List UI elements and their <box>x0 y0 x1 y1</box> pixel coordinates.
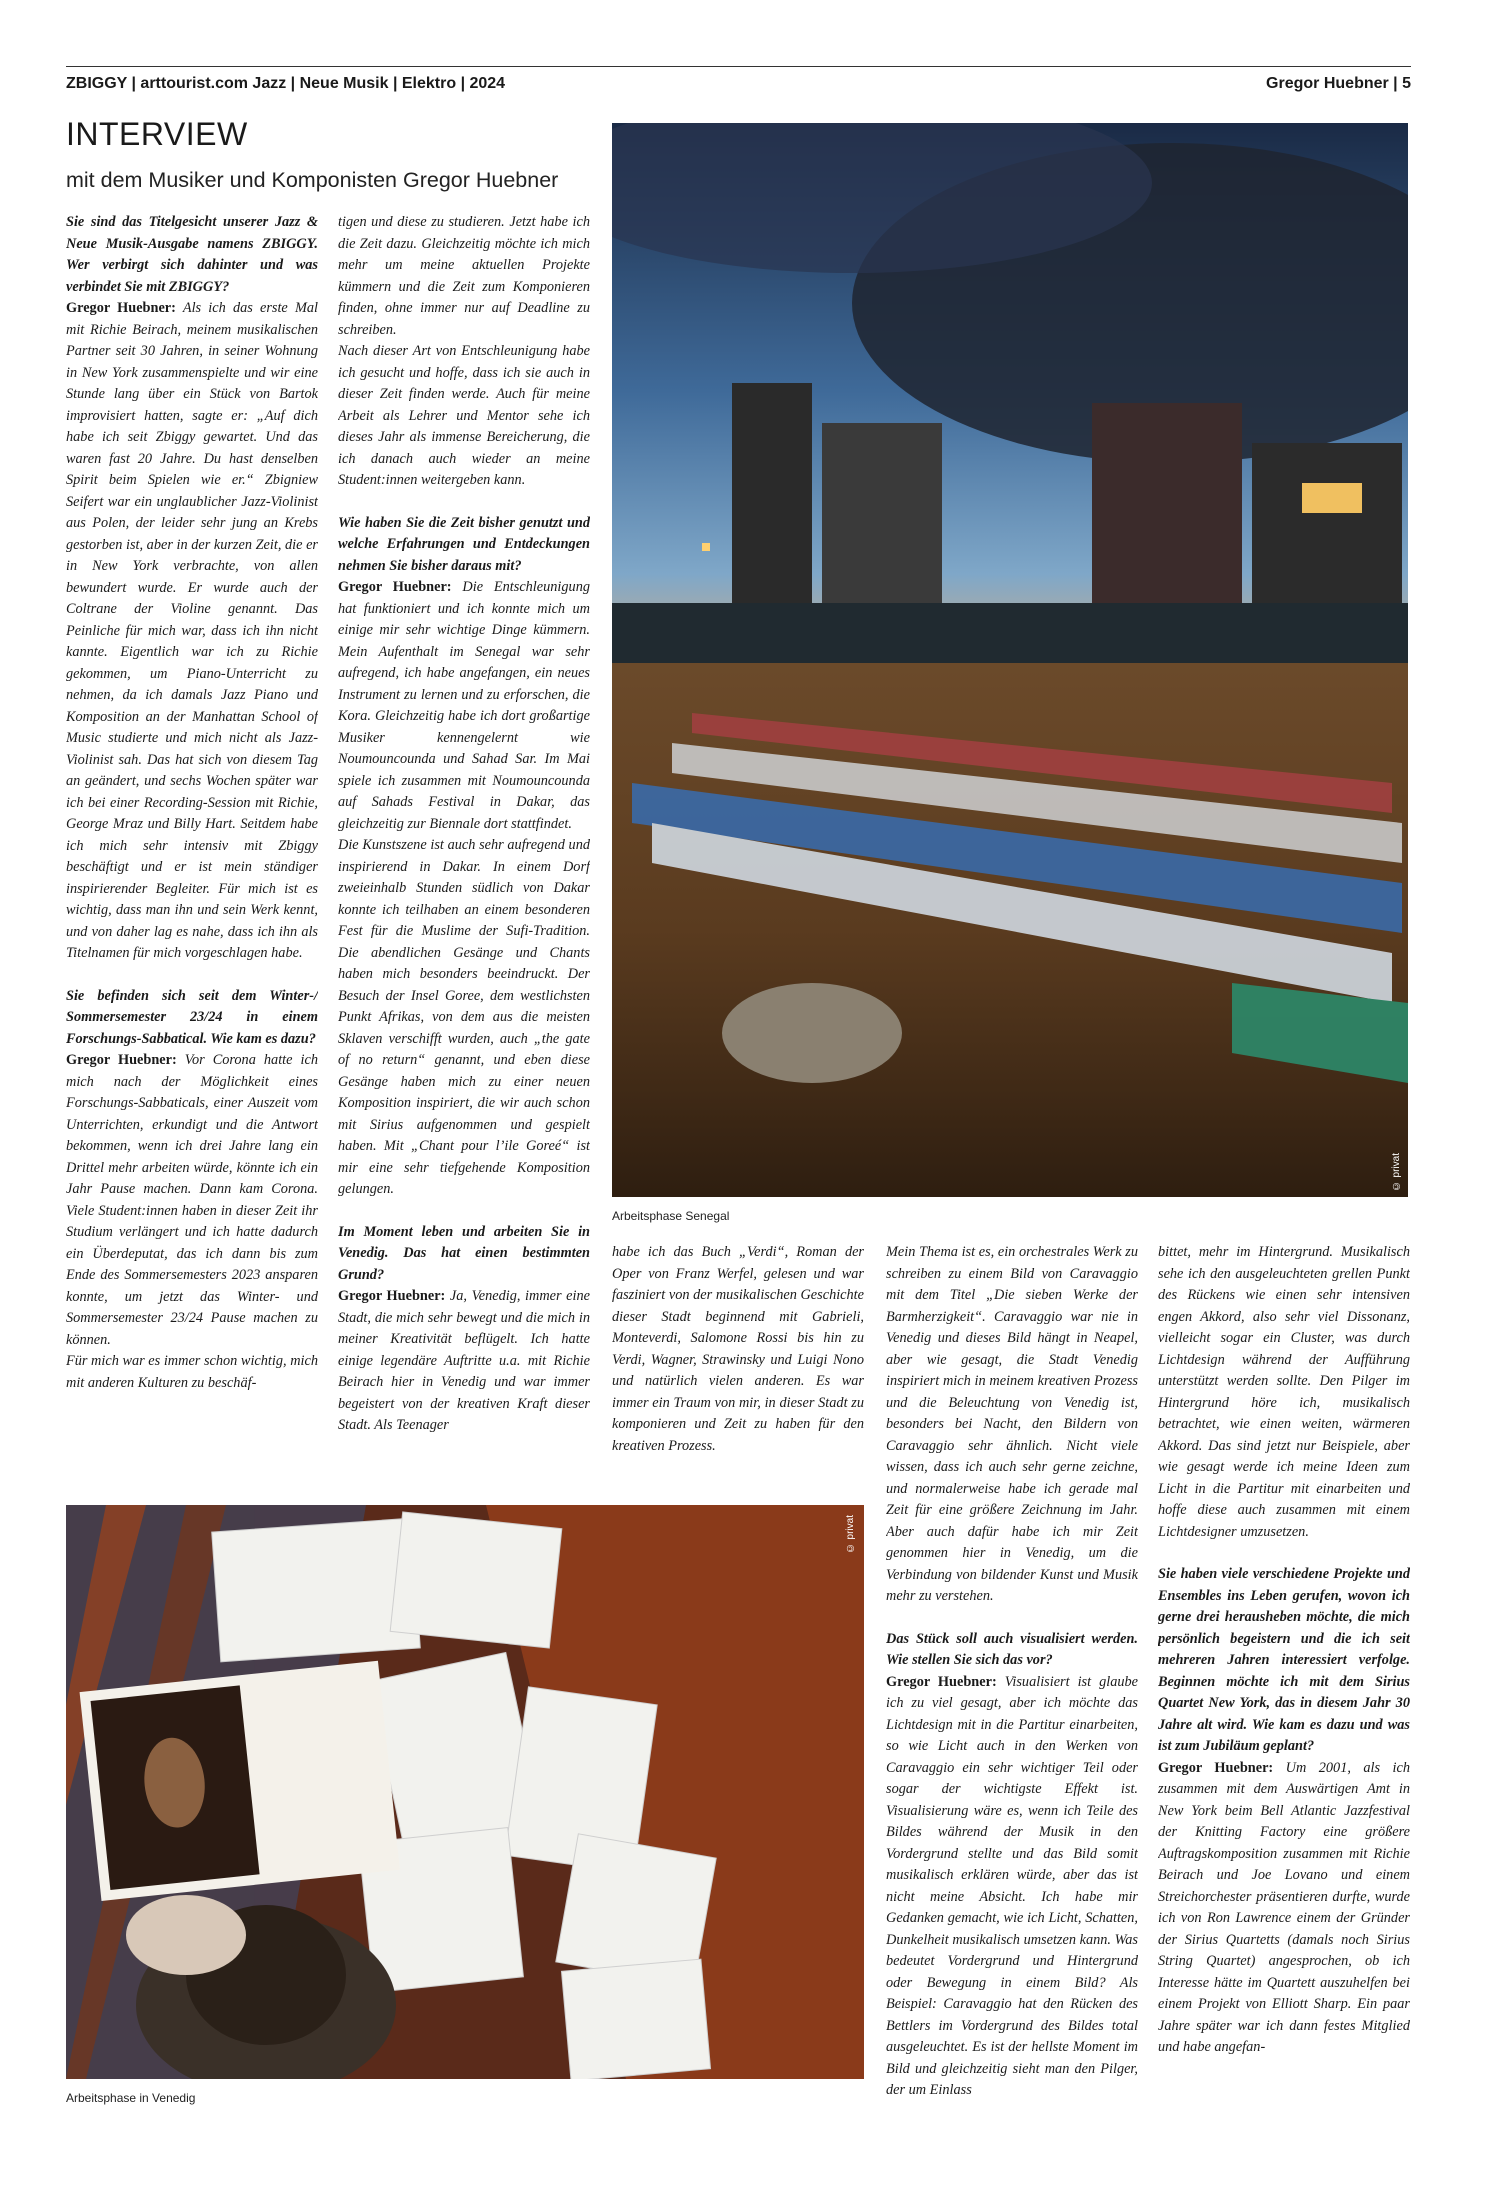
text-column-1 <box>66 212 318 1488</box>
answer-text: Mein Thema ist es, ein orchestrales Werk zu schreiben zu einem Bild von Caravaggio mit dem Titel „Die sieben Werke der Barmherzigkeit“. Caravaggio war nie in Venedig und dieses Bild hängt in Neapel, aber wie gesagt, die Stadt Venedig inspiriert mich in meinem kreativen Prozess und die Beleuchtung von Venedig ist, besonders bei Nacht, den Bildern von Caravaggio sehr ähnlich. Nicht viele wissen, dass ich auch sehr gerne zeichne, und normalerweise habe ich gerade mal Zeit für eine größere Zeichnung im Jahr. Aber auch dafür habe ich mir Zeit genommen hier in Venedig, um die Verbindung von bildender Kunst und Musik mehr zu verstehen. <box>886 1244 1138 1604</box>
answer-text: Um 2001, als ich zusammen mit dem Auswärtigen Amt in New York beim Bell Atlantic Jazzfestival der Knitting Factory eine größere Auftragskomposition zusammen mit Richie Beirach und Joe Lovano und einem Streichorchester präsentieren durfte, wurde ich von Ron Lawrence einem der Gründer der Sirius Quartetts (damals noch Sirius String Quartet) angesprochen, ob ich Interesse hätte im Quartett auszuhelfen bei einem Projekt von Elliott Sharp. Ein paar Jahre später war ich dann festes Mitglied und habe angefan- <box>1158 1759 1410 2055</box>
answer-text: Nach dieser Art von Entschleunigung habe ich gesucht und hoffe, dass ich sie auch in dieser Zeit finden werde. Auch für meine Arbeit als Lehrer und Mentor sehe ich dieses Jahr als immense Bereicherung, die ich danach auch wieder an meine Student:innen weitergeben kann. <box>338 343 590 488</box>
speaker-name: Gregor Huebner: <box>66 300 176 316</box>
venice-scores-floor-image <box>66 1505 864 2079</box>
question: Das Stück soll auch visualisiert werden. Wie stellen Sie sich das vor? <box>886 1630 1138 1668</box>
photo-credit: © privat <box>845 1515 856 1554</box>
answer <box>66 1050 318 1351</box>
caption-venedig: Arbeitsphase in Venedig <box>66 2091 196 2105</box>
photo-credit: © privat <box>1391 1152 1402 1191</box>
header-publication: ZBIGGY | arttourist.com Jazz | Neue Musik | Elektro | 2024 <box>66 75 506 92</box>
answer <box>886 1672 1138 2102</box>
caption-senegal: Arbeitsphase Senegal <box>612 1209 730 1223</box>
speaker-name: Gregor Huebner: <box>66 1052 177 1068</box>
text-column-3 <box>612 1242 864 1492</box>
answer-text: Vor Corona hatte ich mich nach der Möglichkeit eines Forschungs-Sabbaticals, einer Auszeit vom Unterrichten, erkundigt und die Antwort bekommen, wenn ich drei Jahre lang ein Drittel mehr arbeiten würde, könnte ich ein Jahr Pause machen. Dann kam Corona. Viele Student:innen haben in dieser Zeit ihr Studium verlängert und ich hatte dadurch ein Überdeputat, das ich dann bis zum Ende des Sommersemesters 2023 ansparen konnte, um jetzt das Winter- und Sommersemester 23/24 Pause machen zu können. <box>66 1052 318 1348</box>
answer-text: habe ich das Buch „Verdi“, Roman der Oper von Franz Werfel, gelesen und war fasziniert von der musikalischen Geschichte dieser Stadt beginnend mit Gabrieli, Monteverdi, Salomone Rossi bis hin zu Verdi, Wagner, Strawinsky und Luigi Nono und natürlich vielen anderen. Es war immer ein Traum von mir, in dieser Stadt zu komponieren und Zeit zu haben für den kreativen Prozess. <box>612 1244 864 1454</box>
answer-text: Die Entschleunigung hat funktioniert und ich konnte mich um einige mir sehr wichtige Dinge kümmern. Mein Aufenthalt im Senegal war sehr aufregend, ich habe angefangen, ein neues Instrument zu lernen und zu erforschen, die Kora. Gleichzeitig habe ich dort großartige Musiker kennengelernt wie Noumouncounda und Sahad Sar. Im Mai spiele ich zusammen mit Noumouncounda auf Sahads Festival in Dakar, das gleichzeitig zur Biennale dort stattfindet. <box>338 579 590 832</box>
answer-text: Für mich war es immer schon wichtig, mich mit anderen Kulturen zu beschäf- <box>66 1353 318 1391</box>
answer-text: bittet, mehr im Hintergrund. Musikalisch sehe ich den ausgeleuchteten grellen Punkt des Rückens wie einen sehr intensiven engen Akkord, also sehr viel Dissonanz, vielleicht sogar ein Cluster, was durch Lichtdesign während der Aufführung unterstützt werden sollte. Den Pilger im Hintergrund höre ich, musikalisch betrachtet, wie einen weiten, wärmeren Akkord. Das sind jetzt nur Beispiele, aber wie gesagt werde ich meine Ideen zum Licht in die Partitur mit einarbeiten und hoffe diese auch zusammen mit einem Lichtdesigner umzusetzen. <box>1158 1244 1410 1540</box>
answer <box>1158 1758 1410 2059</box>
text-column-5 <box>1158 1242 1410 2112</box>
answer-text: Als ich das erste Mal mit Richie Beirach, meinem musikalischen Partner seit 30 Jahren, in seiner Wohnung in New York zusammenspielte und wir eine Stunde lang über ein Stück von Bartok improvisiert hatten, sagte er: „Auf dich habe ich seit Zbiggy gewartet. Und das waren fast 20 Jahre. Du hast denselben Spirit beim Spielen wie er.“ Zbigniew Seifert war ein unglaublicher Jazz-Violinist aus Polen, der leider sehr jung an Krebs gestorben ist, aber in der kurzen Zeit, die er in New York verbrachte, von allen bewundert wurde. Er wurde auch der Coltrane der Violine genannt. Das Peinliche für mich war, dass ich ihn nicht kannte. Eigentlich war ich zu Richie gekommen, um Piano-Unterricht zu nehmen, da ich damals Jazz Piano und Komposition an der Manhattan School of Music studierte und mich nicht als Jazz-Violinist sah. Das hat sich von diesem Tag an geändert, und sechs Wochen später war ich bei einer Recording-Session mit Richie, George Mraz und Billy Hart. Seitdem habe ich mich sehr intensiv mit Zbiggy beschäftigt und er ist mein ständiger inspirierender Begleiter. Für mich ist es wichtig, dass man ihn und sein Werk kennt, und von daher lag es nahe, dass ich ihn als Titelnamen für mich vorgeschlagen habe. <box>66 300 318 961</box>
question: Sie sind das Titelgesicht unserer Jazz & Neue Musik-Ausgabe namens ZBIGGY. Wer verbirgt sich dahinter und was verbindet Sie mit ZBIGGY? <box>66 214 318 295</box>
answer-text: Ja, Venedig, immer eine Stadt, die mich sehr bewegt und die mich in meiner Kreativität beflügelt. Ich hatte einige legendäre Auftritte u.a. mit Richie Beirach hier in Venedig und war immer begeistert von der kreativen Kraft dieser Stadt. Als Teenager <box>338 1288 590 1433</box>
article-subtitle: mit dem Musiker und Komponisten Gregor Huebner <box>66 168 559 192</box>
article-title: INTERVIEW <box>66 116 248 152</box>
text-column-4 <box>886 1242 1138 2112</box>
question: Im Moment leben und arbeiten Sie in Venedig. Das hat einen bestimmten Grund? <box>338 1223 590 1283</box>
speaker-name: Gregor Huebner: <box>1158 1759 1274 1776</box>
question: Wie haben Sie die Zeit bisher genutzt und welche Erfahrungen und Entdeckungen nehmen Sie bisher daraus mit? <box>338 514 590 574</box>
photo-senegal <box>612 123 1408 1197</box>
answer-text: Visualisiert ist glaube ich zu viel gesagt, aber ich möchte das Lichtdesign mit in die Partitur einarbeiten, so wie Licht auch in den Werken von Caravaggio ein sehr wichtiger Teil oder sogar der wichtigste Effekt ist. Visualisierung wäre es, wenn ich Teile des Bildes während der Musik in den Vordergrund stellte und das Bild somit musikalisch erklären würde, aber das ist nicht meine Absicht. Ich habe mir Gedanken gemacht, wie ich Licht, Schatten, Dunkelheit musikalisch umsetzen kann. Was bedeutet Vordergrund und Hintergrund oder Bewegung in einem Bild? Als Beispiel: Caravaggio hat den Rücken des Bettlers im Vordergrund des Bildes total ausgeleuchtet. Es ist der hellste Moment im Bild und gleichzeitig sieht man den Pilger, der um Einlass <box>886 1673 1138 2098</box>
answer-text: tigen und diese zu studieren. Jetzt habe ich die Zeit dazu. Gleichzeitig möchte ich mich mehr um meine aktuellen Projekte kümmern und die Zeit zum Komponieren finden, ohne immer nur auf Deadline zu schreiben. <box>338 214 590 338</box>
header-author-page: Gregor Huebner | 5 <box>1266 75 1411 92</box>
speaker-name: Gregor Huebner: <box>338 579 452 595</box>
speaker-name: Gregor Huebner: <box>338 1288 446 1304</box>
photo-venedig <box>66 1505 864 2079</box>
question: Sie haben viele verschiedene Projekte und Ensembles ins Leben gerufen, wovon ich gerne drei herausheben möchte, die mich persönlich begeistern und die ich seit mehreren Jahren interessiert verfolge. Beginnen möchte ich mit dem Sirius Quartet New York, das in diesem Jahr 30 Jahre alt wird. Wie kam es dazu und was ist zum Jubiläum geplant? <box>1158 1566 1410 1754</box>
answer <box>338 577 590 835</box>
answer-text: Die Kunstszene ist auch sehr aufregend und inspirierend in Dakar. In einem Dorf zweieinhalb Stunden südlich von Dakar konnte ich teilhaben an einem besonderen Fest für die Muslime der Sufi-Tradition. Die abendlichen Gesänge und Chants haben mich besonders beeindruckt. Der Besuch der Insel Goree, dem westlichsten Punkt Afrikas, von dem aus die meisten Sklaven verschifft wurden, auch „the gate of no return“ genannt, und eben diese Gesänge haben mich zu einer neuen Komposition inspiriert, die wir auch schon mit Sirius aufgenommen und gespielt haben. Mit „Chant pour l’ile Goreé“ ist mir eine sehr tiefgehende Komposition gelungen. <box>338 837 590 1197</box>
question: Sie befinden sich seit dem Winter-/ Sommersemester 23/24 in einem Forschungs-Sabbatical. Wie kam es dazu? <box>66 987 318 1047</box>
speaker-name: Gregor Huebner: <box>886 1673 997 1690</box>
answer <box>338 1286 590 1437</box>
answer <box>66 298 318 965</box>
senegal-beach-boats-image <box>612 123 1408 1197</box>
text-column-2 <box>338 212 590 1488</box>
running-header <box>66 66 1411 97</box>
